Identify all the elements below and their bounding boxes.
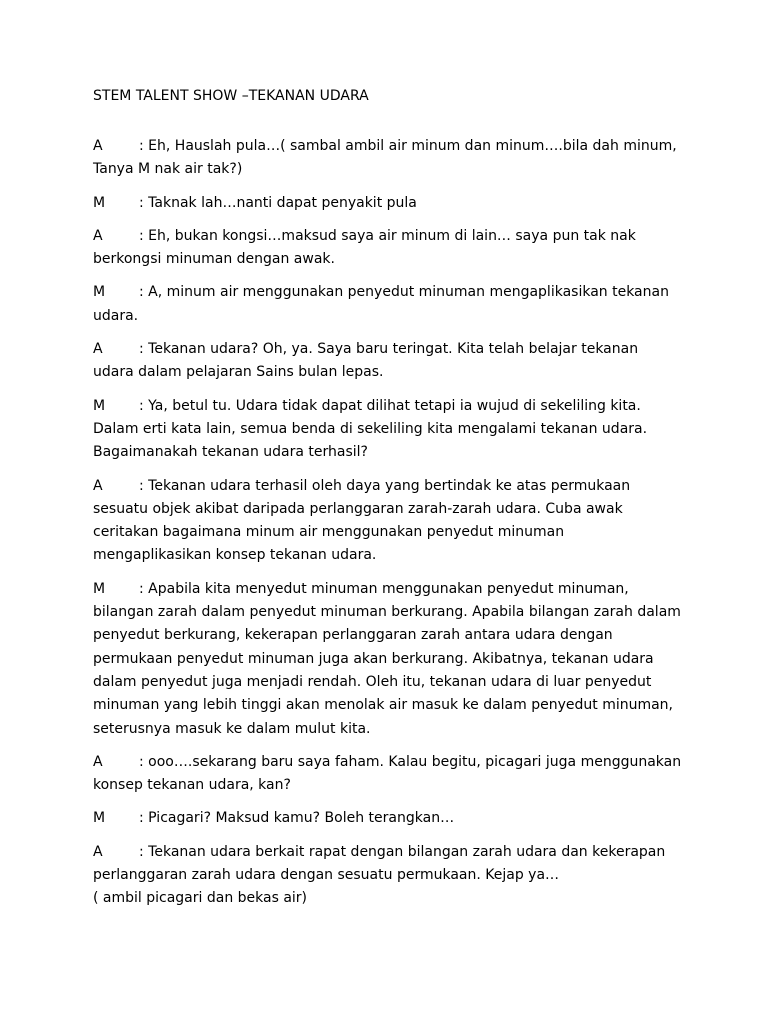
dialogue-line	[93, 281, 683, 328]
dialogue-line	[93, 135, 683, 182]
speaker-label: A	[93, 477, 103, 494]
dialogue-line	[93, 578, 683, 741]
document-title: STEM TALENT SHOW –TEKANAN UDARA	[93, 88, 369, 104]
dialogue-line	[93, 841, 683, 911]
dialogue-line	[93, 395, 683, 465]
dialogue-line	[93, 807, 683, 830]
dialogue-text: : Eh, bukan kongsi…maksud saya air minum di lain… saya pun tak nak berkongsi minuman dengan awak.	[93, 227, 636, 268]
dialogue-text: : Ya, betul tu. Udara tidak dapat dilihat tetapi ia wujud di sekeliling kita. Dalam erti kata lain, semua benda di sekeliling kita mengalami tekanan udara. Bagaimanakah tekanan udara terhasil?	[93, 397, 648, 461]
dialogue-text: : Tekanan udara berkait rapat dengan bilangan zarah udara dan kekerapan perlanggaran zarah udara dengan sesuatu permukaan. Kejap ya…	[93, 843, 666, 884]
dialogue-text: : ooo….sekarang baru saya faham. Kalau begitu, picagari juga menggunakan konsep tekanan udara, kan?	[93, 753, 682, 794]
dialogue-line	[93, 225, 683, 272]
speaker-label: A	[93, 753, 103, 770]
speaker-label: M	[93, 194, 106, 211]
speaker-label: M	[93, 397, 106, 414]
speaker-label: A	[93, 227, 103, 244]
dialogue-text: : Apabila kita menyedut minuman menggunakan penyedut minuman, bilangan zarah dalam penyedut minuman berkurang. Apabila bilangan zarah dalam penyedut berkurang, kekerapan perlanggaran zarah antara udara dengan permukaan penyedut minuman juga akan berkurang. Akibatnya, tekanan udara dalam penyedut juga menjadi rendah. Oleh itu, tekanan udara di luar penyedut minuman yang lebih tinggi akan menolak air masuk ke dalam penyedut minuman, seterusnya masuk ke dalam mulut kita.	[93, 580, 681, 737]
dialogue-text: : Eh, Hauslah pula…( sambal ambil air minum dan minum….bila dah minum, Tanya M nak air tak?)	[93, 138, 677, 178]
dialogue-text: : A, minum air menggunakan penyedut minuman mengaplikasikan tekanan udara.	[93, 284, 669, 324]
dialogue-line	[93, 338, 683, 385]
speaker-label: A	[93, 341, 103, 358]
dialogue-text: : Taknak lah…nanti dapat penyakit pula	[139, 194, 417, 211]
stage-direction: ( ambil picagari dan bekas air)	[93, 890, 308, 907]
document-page	[93, 86, 683, 921]
dialogue-text: : Picagari? Maksud kamu? Boleh terangkan…	[139, 810, 455, 827]
dialogue-text: : Tekanan udara terhasil oleh daya yang bertindak ke atas permukaan sesuatu objek akibat daripada perlanggaran zarah-zarah udara. Cuba awak ceritakan bagaimana minum air menggunakan penyedut minuman mengaplikasikan konsep tekanan udara.	[93, 477, 631, 564]
speaker-label: M	[93, 810, 106, 827]
speaker-label: M	[93, 580, 106, 597]
speaker-label: A	[93, 843, 103, 860]
speaker-label: A	[93, 138, 103, 154]
dialogue-line	[93, 475, 683, 568]
dialogue-line	[93, 751, 683, 798]
dialogue-text: : Tekanan udara? Oh, ya. Saya baru teringat. Kita telah belajar tekanan udara dalam pelajaran Sains bulan lepas.	[93, 341, 639, 381]
speaker-label: M	[93, 284, 106, 301]
dialogue-line	[93, 192, 683, 215]
